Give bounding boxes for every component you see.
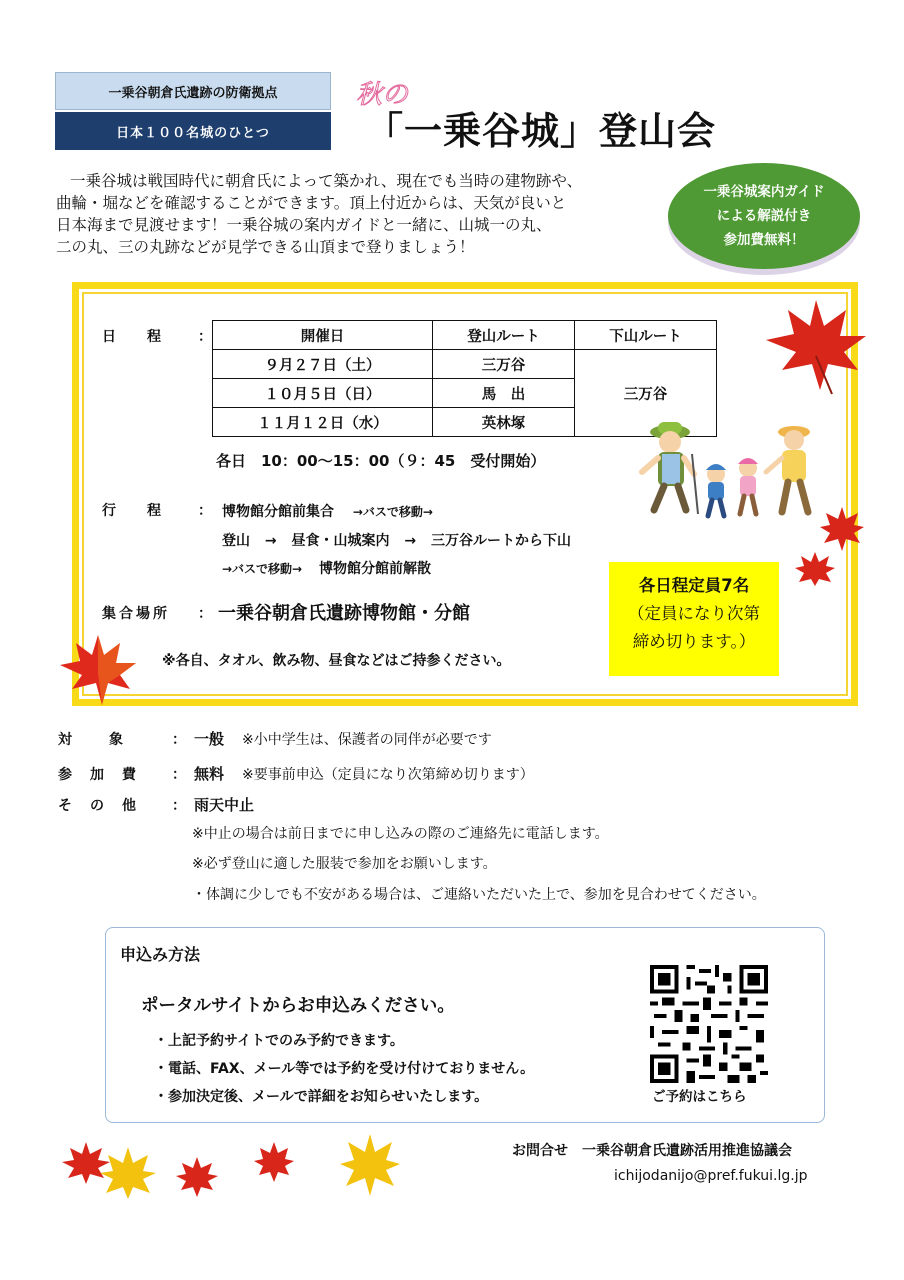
other-note: ※必ず登山に適した服装で参加をお願いします。 <box>192 856 497 872</box>
schedule-time: 各日 10：00～15：00（９：45 受付開始） <box>216 452 546 470</box>
fee-value: 無料 <box>194 765 225 783</box>
table-header: 開催日 <box>213 321 433 350</box>
guide-line: 一乗谷城案内ガイド <box>703 184 825 200</box>
table-header: 登山ルート <box>433 321 575 350</box>
itinerary-step: 三万谷ルートから下山 <box>430 533 571 549</box>
itinerary-bus: →バスで移動→ <box>352 505 433 519</box>
arrow-icon: → <box>264 533 277 549</box>
apply-title: 申込み方法 <box>120 945 201 964</box>
other-note: ・体調に少しでも不安がある場合は、ご連絡いただいた上で、参加を見合わせてください。 <box>192 887 766 903</box>
meeting-place: 一乗谷朝倉氏遺跡博物館・分館 <box>218 603 470 624</box>
fee-note: ※要事前申込（定員になり次第締め切ります） <box>242 767 534 783</box>
contact-email[interactable]: ichijodanijo@pref.fukui.lg.jp <box>614 1168 808 1184</box>
capacity-line: （定員になり次第 <box>628 604 760 623</box>
up-route-cell: 馬 出 <box>433 379 575 408</box>
intro-line: 一乗谷城は戦国時代に朝倉氏によって築かれ、現在でも当時の建物跡や、 <box>70 172 583 190</box>
castle-tag: 日本１００名城のひとつ <box>55 112 331 150</box>
capacity-box <box>609 562 779 676</box>
maple-leaf-icon <box>100 1145 156 1199</box>
itinerary-step: 博物館分館前集合 <box>222 504 334 520</box>
itinerary-line-2 <box>222 530 571 550</box>
date-cell: ９月２７日（土） <box>213 350 433 379</box>
hiker-leader-icon <box>642 422 698 514</box>
hiker-girl-icon <box>738 458 758 514</box>
target-note: ※小中学生は、保護者の同伴が必要です <box>242 732 492 748</box>
apply-bullet: ・電話、FAX、メール等では予約を受け付けておりません。 <box>154 1061 535 1077</box>
intro-text <box>56 170 666 258</box>
schedule-colon: ： <box>198 329 212 345</box>
page-title: 「一乗谷城」登山会 <box>365 109 717 153</box>
itinerary-line-1 <box>222 501 433 521</box>
maple-leaf-icon <box>795 550 835 586</box>
qr-code-icon[interactable] <box>650 965 768 1083</box>
maple-leaf-icon <box>58 633 138 707</box>
target-value: 一般 <box>194 730 225 748</box>
hiker-boy-icon <box>706 464 726 516</box>
itinerary-step: 昼食・山城案内 <box>291 533 390 549</box>
apply-bullet: ・上記予約サイトでのみ予約できます。 <box>154 1033 404 1049</box>
intro-line: 日本海まで見渡せます！一乗谷城の案内ガイドと一緒に、山城一の丸、 <box>56 216 552 234</box>
subtitle-tag: 一乗谷朝倉氏遺跡の防衛拠点 <box>55 72 331 110</box>
intro-line: 二の丸、三の丸跡などが見学できる山頂まで登りましょう！ <box>56 238 475 256</box>
season-label: 秋の <box>356 80 409 110</box>
maple-leaf-icon <box>340 1132 400 1196</box>
itinerary-label: 行 程 <box>102 503 162 519</box>
maple-leaf-icon <box>254 1140 294 1182</box>
itinerary-colon: ： <box>198 503 212 519</box>
guide-line: による解説付き <box>716 208 812 224</box>
meeting-note: ※各自、タオル、飲み物、昼食などはご持参ください。 <box>162 653 511 669</box>
itinerary-line-3 <box>222 558 431 578</box>
meeting-colon: ： <box>198 606 212 622</box>
maple-leaf-icon <box>820 505 864 551</box>
other-label: そ の 他 <box>58 798 138 814</box>
maple-leaf-icon <box>762 296 870 396</box>
table-row <box>213 350 717 379</box>
hiker-woman-icon <box>766 426 810 512</box>
hikers-illustration <box>632 414 822 522</box>
capacity-line: 各日程定員7名 <box>638 576 750 595</box>
capacity-line: 締め切ります。） <box>632 632 756 651</box>
itinerary-bus: →バスで移動→ <box>222 562 303 576</box>
up-route-cell: 英林塚 <box>433 408 575 437</box>
itinerary-step: 登山 <box>222 533 250 549</box>
fee-label: 参 加 費 <box>58 767 138 783</box>
other-value: 雨天中止 <box>194 796 255 814</box>
guide-bubble <box>668 163 860 269</box>
other-note: ※中止の場合は前日までに申し込みの際のご連絡先に電話します。 <box>192 826 609 842</box>
maple-leaf-icon <box>176 1155 218 1197</box>
down-route-cell: 三万谷 <box>575 350 717 437</box>
arrow-icon: → <box>404 533 417 549</box>
date-cell: １０月５日（日） <box>213 379 433 408</box>
apply-headline: ポータルサイトからお申込みください。 <box>141 996 455 1016</box>
qr-caption: ご予約はこちら <box>652 1089 747 1105</box>
schedule-label: 日 程 <box>102 329 162 345</box>
other-colon: ： <box>172 798 186 814</box>
guide-line: 参加費無料！ <box>723 232 805 248</box>
intro-line: 曲輪・堀などを確認することができます。頂上付近からは、天気が良いと <box>56 194 567 212</box>
meeting-label: 集合場所 <box>102 606 170 622</box>
up-route-cell: 三万谷 <box>433 350 575 379</box>
target-label: 対 象 <box>58 732 126 748</box>
date-cell: １１月１２日（水） <box>213 408 433 437</box>
itinerary-step: 博物館分館前解散 <box>319 561 431 577</box>
fee-colon: ： <box>172 767 186 783</box>
apply-bullet: ・参加決定後、メールで詳細をお知らせいたします。 <box>154 1089 489 1105</box>
contact-label: お問合せ 一乗谷朝倉氏遺跡活用推進協議会 <box>512 1143 792 1159</box>
target-colon: ： <box>172 732 186 748</box>
table-header: 下山ルート <box>575 321 717 350</box>
